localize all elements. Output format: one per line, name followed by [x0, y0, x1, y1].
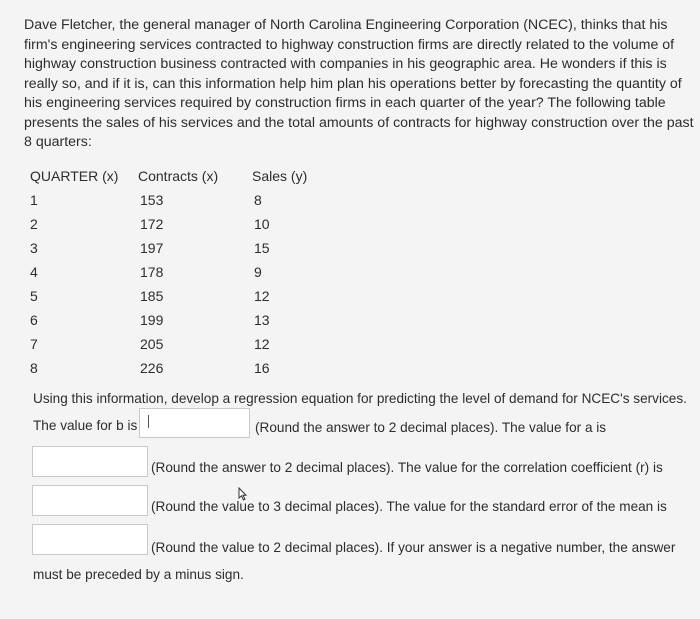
b-instruction: (Round the answer to 2 decimal places). The value for a is	[255, 420, 607, 435]
b-label: The value for b is	[33, 418, 138, 433]
se-instruction: (Round the value to 2 decimal places). If your answer is a negative number, the answer	[151, 540, 676, 555]
contracts-cell: 178	[140, 264, 164, 280]
quarter-cell: 4	[30, 264, 38, 280]
b-answer-input[interactable]	[140, 409, 249, 437]
se-instruction-continued: must be preceded by a minus sign.	[33, 567, 244, 582]
sales-cell: 15	[254, 240, 270, 256]
contracts-cell: 197	[140, 240, 164, 256]
quarter-cell: 1	[30, 192, 38, 208]
sales-cell: 16	[254, 360, 270, 376]
header-contracts: Contracts (x)	[138, 168, 219, 184]
sales-cell: 13	[254, 312, 270, 328]
problem-intro: Dave Fletcher, the general manager of North Carolina Engineering Corporation (NCEC), thinks that his firm's engineering services contracted to highway construction firms are directly related to the volume of highway construction business contracted with companies in his geographic area. He wonders if this is really so, and if it is, can this information help him plan his operations better by forecasting the quantity of his engineering services required by construction firms in each quarter of the year? The following table presents the sales of his services and the total amounts of contracts for highway construction over the past 8 quarters:	[24, 17, 694, 150]
header-quarter: QUARTER (x)	[30, 168, 119, 184]
header-sales: Sales (y)	[252, 168, 308, 184]
se-answer-input[interactable]	[33, 525, 147, 554]
sales-cell: 8	[254, 192, 262, 208]
a-answer-box[interactable]	[32, 446, 148, 477]
sales-cell: 12	[254, 288, 270, 304]
sales-cell: 9	[254, 264, 262, 280]
a-answer-input[interactable]	[33, 447, 147, 476]
text-caret	[148, 415, 149, 428]
quarter-cell: 5	[30, 288, 38, 304]
contracts-cell: 199	[140, 312, 164, 328]
quarter-cell: 3	[30, 240, 38, 256]
contracts-cell: 153	[140, 192, 164, 208]
contracts-cell: 172	[140, 216, 164, 232]
r-instruction: (Round the value to 3 decimal places). The value for the standard error of the mean is	[151, 499, 667, 514]
quarter-cell: 8	[30, 360, 38, 376]
sales-cell: 10	[254, 216, 270, 232]
b-answer-box[interactable]	[139, 408, 250, 438]
pointer-cursor-icon	[235, 487, 249, 503]
quarter-cell: 2	[30, 216, 38, 232]
a-instruction: (Round the answer to 2 decimal places). The value for the correlation coefficient (r) is	[151, 460, 663, 475]
contracts-cell: 205	[140, 336, 164, 352]
contracts-cell: 226	[140, 360, 164, 376]
regression-instruction: Using this information, develop a regression equation for predicting the level of demand for NCEC's services.	[33, 391, 687, 406]
sales-cell: 12	[254, 336, 270, 352]
se-answer-box[interactable]	[32, 524, 148, 555]
contracts-cell: 185	[140, 288, 164, 304]
r-answer-box[interactable]	[32, 485, 148, 516]
quarter-cell: 6	[30, 312, 38, 328]
quarter-cell: 7	[30, 336, 38, 352]
r-answer-input[interactable]	[33, 486, 147, 515]
